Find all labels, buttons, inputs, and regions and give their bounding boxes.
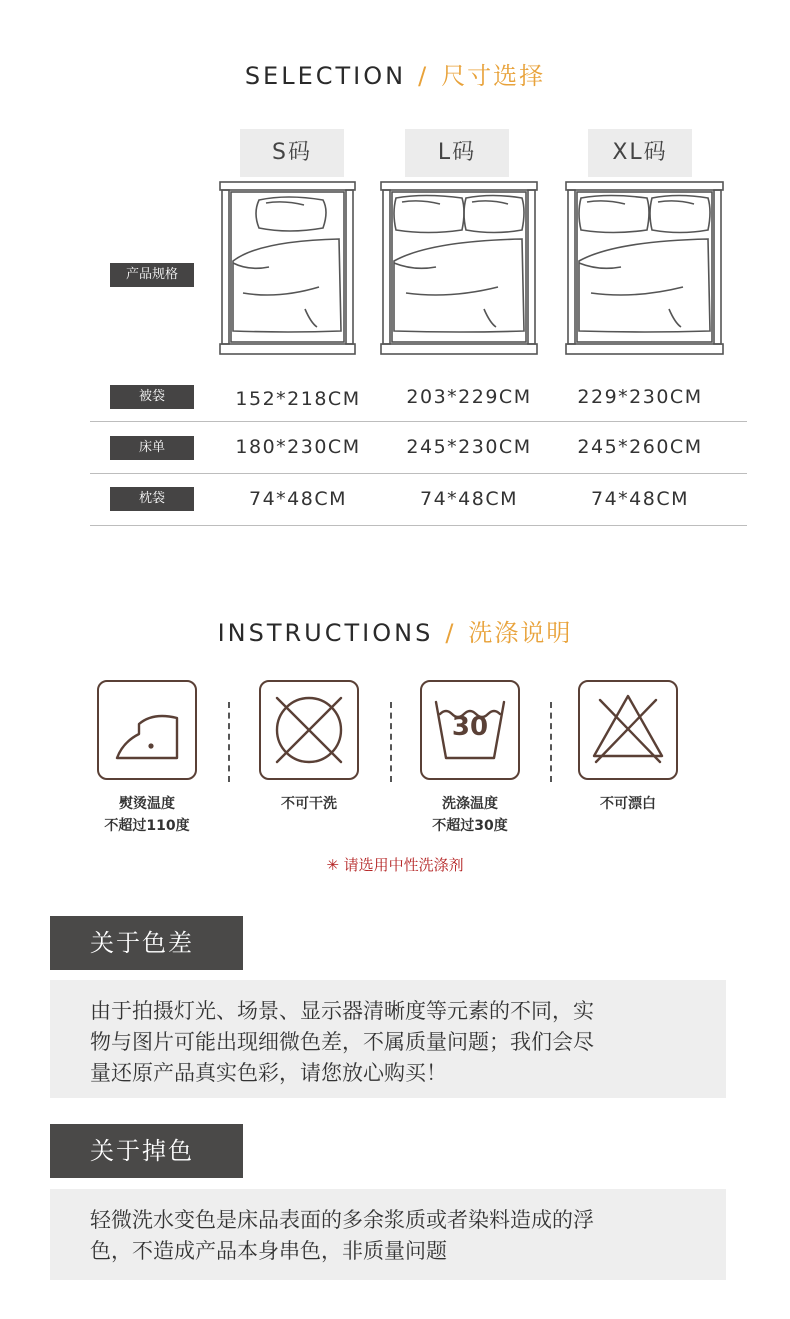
color-diff-line: 量还原产品真实色彩，请您放心购买！ bbox=[90, 1061, 447, 1085]
bed-s-icon bbox=[219, 181, 356, 356]
row-label-pillowcase: 枕袋 bbox=[110, 487, 194, 511]
separator bbox=[550, 702, 552, 782]
bed-xl-icon bbox=[565, 181, 724, 356]
size-tab-s[interactable]: S码 bbox=[240, 129, 344, 177]
title-divider: / bbox=[418, 62, 430, 90]
instructions-title bbox=[0, 613, 790, 648]
asterisk-icon: ✳ bbox=[326, 856, 339, 874]
title-divider: / bbox=[445, 619, 457, 647]
sheet-size-s: 180*230CM bbox=[235, 436, 361, 458]
fading-panel bbox=[50, 1189, 726, 1280]
care-label-line: 不超过30度 bbox=[432, 818, 508, 834]
iron-icon bbox=[97, 680, 197, 780]
no-dry-clean-icon bbox=[259, 680, 359, 780]
wash-temperature: 30 bbox=[451, 712, 489, 742]
no-bleach-icon bbox=[578, 680, 678, 780]
care-label-bleach bbox=[548, 793, 708, 815]
size-tab-l[interactable]: L码 bbox=[405, 129, 509, 177]
care-label-dry-clean bbox=[229, 793, 389, 815]
pillow-size-s: 74*48CM bbox=[248, 488, 347, 510]
selection-title-en: SELECTION bbox=[244, 62, 407, 90]
color-diff-line: 物与图片可能出现细微色差，不属质量问题；我们会尽 bbox=[90, 1030, 594, 1054]
row-divider bbox=[90, 473, 747, 474]
separator bbox=[390, 702, 392, 782]
duvet-size-l: 203*229CM bbox=[406, 386, 532, 408]
bed-l-icon bbox=[380, 181, 538, 356]
size-tab-xl[interactable]: XL码 bbox=[588, 129, 692, 177]
care-label-iron bbox=[67, 793, 227, 837]
row-label-duvet: 被袋 bbox=[110, 385, 194, 409]
fading-line: 色，不造成产品本身串色，非质量问题 bbox=[90, 1239, 447, 1263]
instructions-title-en: INSTRUCTIONS bbox=[217, 619, 434, 647]
row-divider bbox=[90, 421, 747, 422]
care-label-wash bbox=[390, 793, 550, 837]
row-divider bbox=[90, 525, 747, 526]
care-label-line: 不超过110度 bbox=[104, 818, 190, 834]
detergent-note bbox=[0, 854, 790, 875]
selection-title-cn: 尺寸选择 bbox=[441, 62, 546, 90]
detergent-note-text: 请选用中性洗涤剂 bbox=[343, 856, 464, 874]
color-diff-line: 由于拍摄灯光、场景、显示器清晰度等元素的不同，实 bbox=[90, 999, 594, 1023]
fading-heading: 关于掉色 bbox=[50, 1124, 243, 1178]
duvet-size-s: 152*218CM bbox=[235, 388, 361, 410]
care-label-line: 熨烫温度 bbox=[119, 796, 175, 812]
care-label-line: 不可干洗 bbox=[281, 796, 337, 812]
sheet-size-l: 245*230CM bbox=[406, 436, 532, 458]
care-label-line: 洗涤温度 bbox=[442, 796, 498, 812]
pillow-size-xl: 74*48CM bbox=[590, 488, 689, 510]
row-label-sheet: 床单 bbox=[110, 436, 194, 460]
selection-title bbox=[0, 56, 790, 91]
duvet-size-xl: 229*230CM bbox=[577, 386, 703, 408]
separator bbox=[228, 702, 230, 782]
fading-line: 轻微洗水变色是床品表面的多余浆质或者染料造成的浮 bbox=[90, 1208, 594, 1232]
care-label-line: 不可漂白 bbox=[600, 796, 656, 812]
sheet-size-xl: 245*260CM bbox=[577, 436, 703, 458]
pillow-size-l: 74*48CM bbox=[419, 488, 518, 510]
color-diff-heading: 关于色差 bbox=[50, 916, 243, 970]
instructions-title-cn: 洗涤说明 bbox=[468, 619, 573, 647]
spec-label: 产品规格 bbox=[110, 263, 194, 287]
color-diff-panel bbox=[50, 980, 726, 1098]
